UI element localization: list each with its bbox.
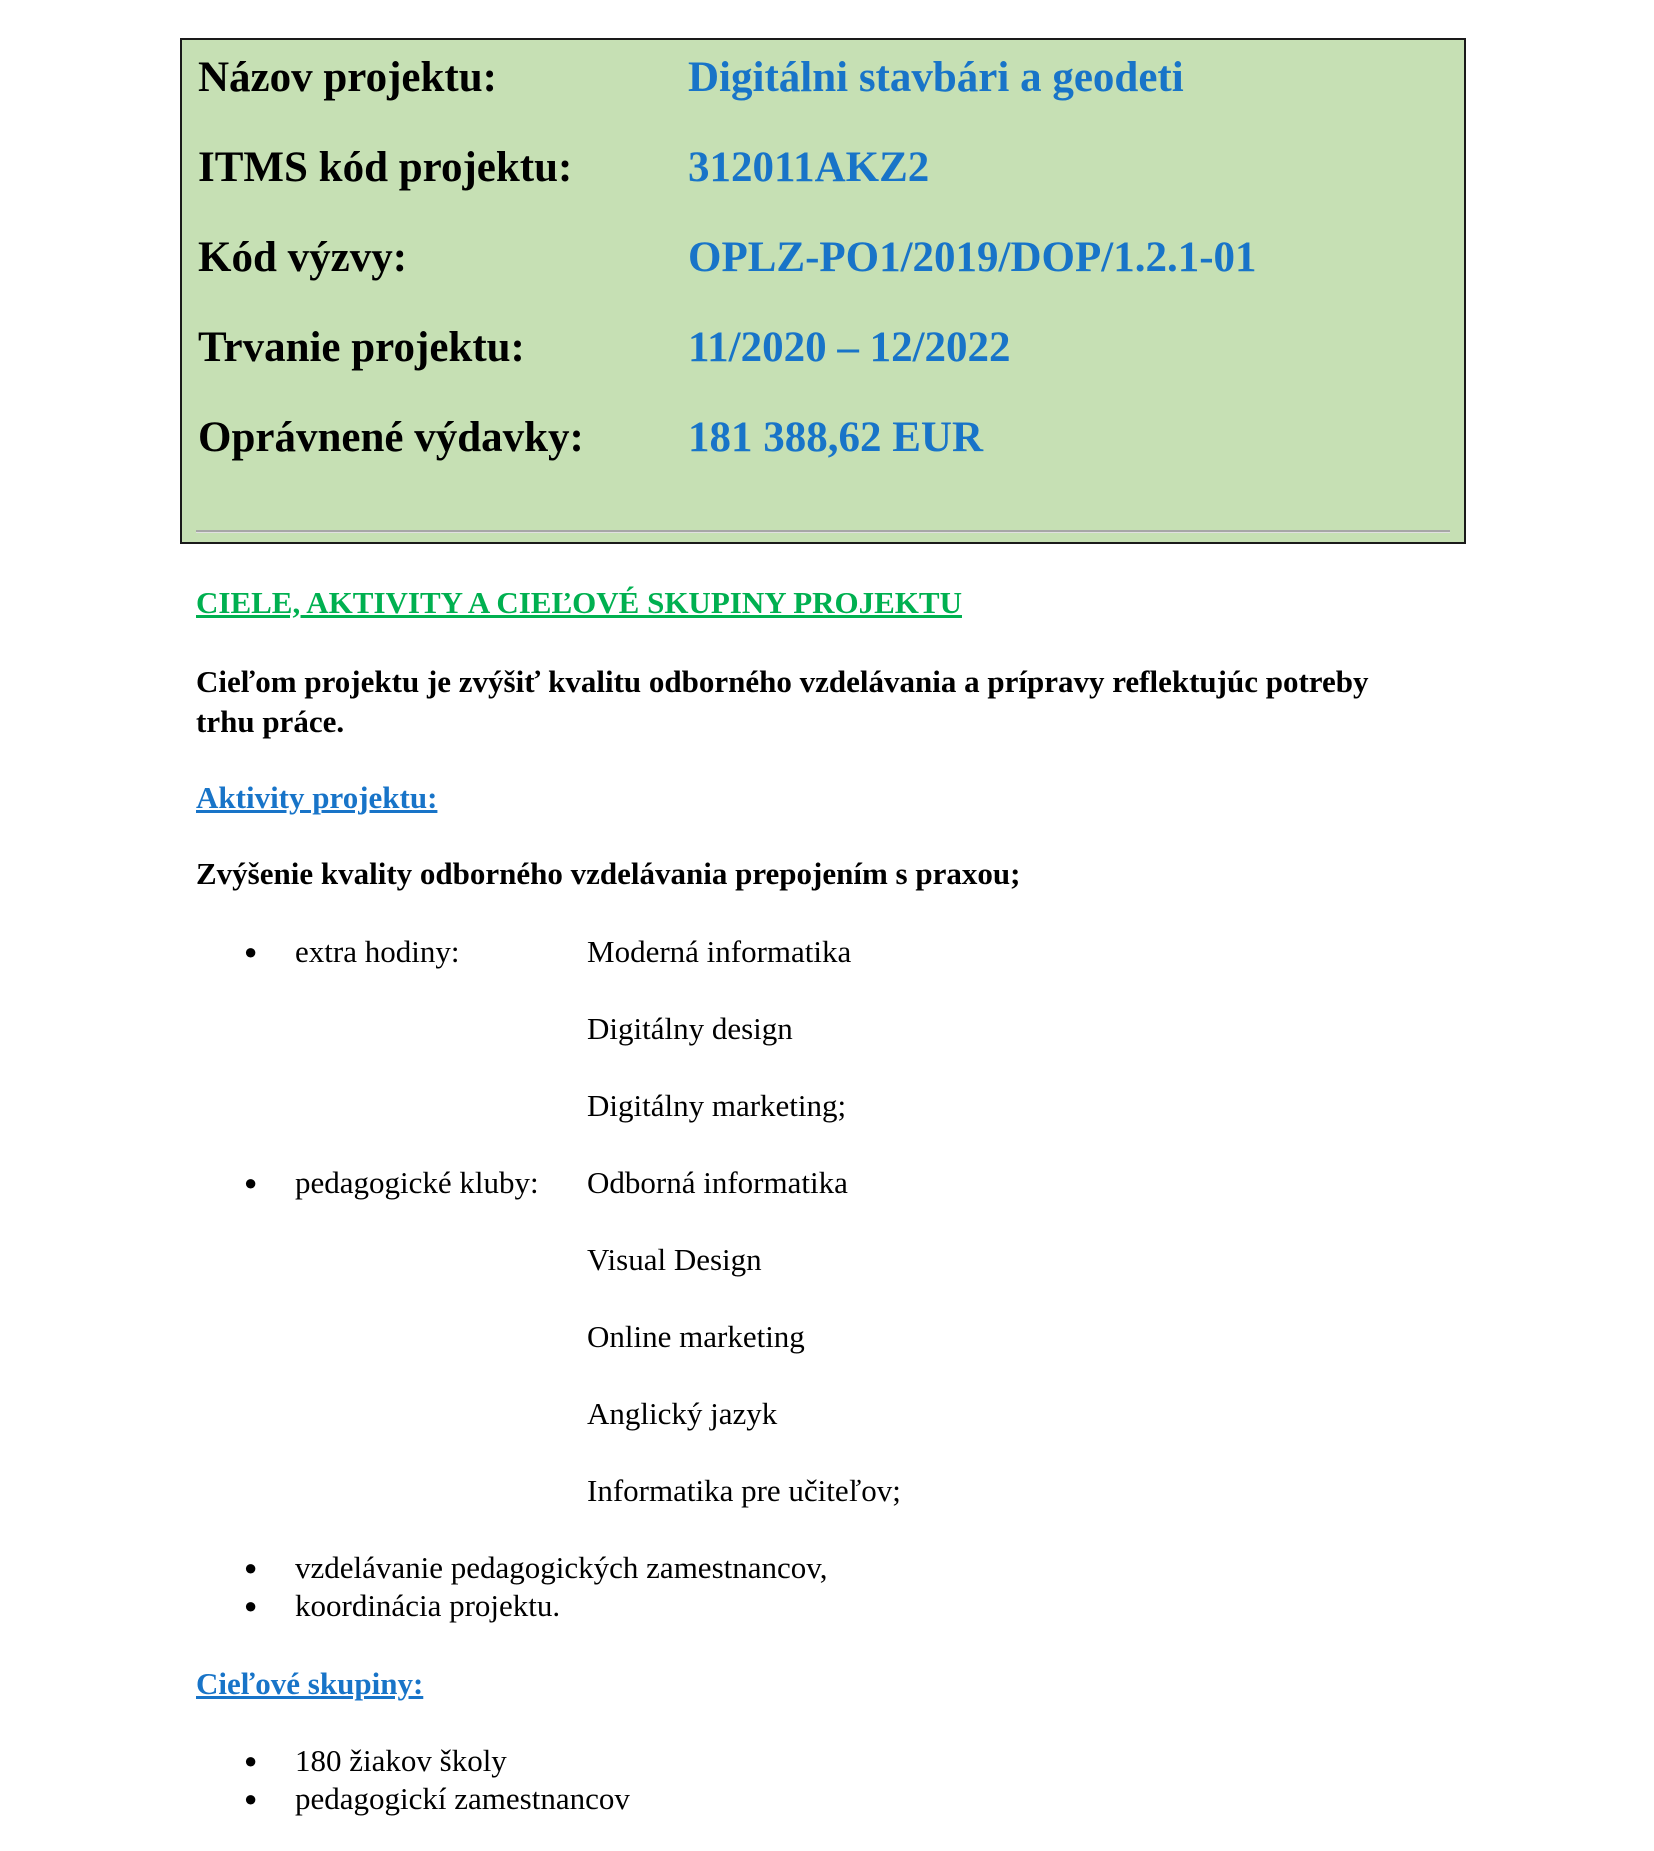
info-value: 181 388,62 EUR [688, 414, 984, 461]
info-label: Názov projektu: [198, 54, 497, 101]
info-value: OPLZ-PO1/2019/DOP/1.2.1-01 [688, 234, 1257, 281]
info-row-call-code [198, 228, 1438, 288]
project-info-box [180, 38, 1466, 544]
section-heading: CIELE, AKTIVITY A CIEĽOVÉ SKUPINY PROJEKTU [196, 585, 962, 620]
ped-clubs-label: pedagogické kluby: [295, 1165, 539, 1200]
info-label: ITMS kód projektu: [198, 144, 573, 191]
bullet-icon: ● [244, 1170, 258, 1195]
list-item: Visual Design [587, 1242, 762, 1277]
list-item: vzdelávanie pedagogických zamestnancov, [295, 1550, 828, 1585]
info-value: 11/2020 – 12/2022 [688, 324, 1011, 371]
activities-heading: Aktivity projektu: [196, 780, 438, 815]
info-row-itms [198, 138, 1438, 198]
list-item: 180 žiakov školy [295, 1743, 507, 1778]
info-row-duration [198, 318, 1438, 378]
divider [196, 530, 1450, 533]
list-item: Digitálny marketing; [587, 1088, 847, 1123]
bullet-icon: ● [244, 939, 258, 964]
info-label: Trvanie projektu: [198, 324, 525, 371]
bullet-icon: ● [244, 1593, 258, 1618]
target-groups-heading: Cieľové skupiny: [196, 1666, 424, 1701]
bullet-icon: ● [244, 1748, 258, 1773]
list-item: Moderná informatika [587, 934, 852, 969]
list-item: Digitálny design [587, 1011, 793, 1046]
list-item: Informatika pre učiteľov; [587, 1473, 901, 1508]
info-row-name [198, 48, 1438, 108]
goal-text: Cieľom projektu je zvýšiť kvalitu odborného vzdelávania a prípravy reflektujúc potreby trhu práce. [196, 664, 1369, 739]
bullet-icon: ● [244, 1786, 258, 1811]
list-item: koordinácia projektu. [295, 1588, 561, 1623]
extra-hours-label: extra hodiny: [295, 934, 460, 969]
list-item: Odborná informatika [587, 1165, 848, 1200]
bullet-icon: ● [244, 1555, 258, 1580]
info-label: Oprávnené výdavky: [198, 414, 584, 461]
list-item: pedagogickí zamestnancov [295, 1781, 630, 1816]
info-value: 312011AKZ2 [688, 144, 930, 191]
info-label: Kód výzvy: [198, 234, 408, 281]
info-value: Digitálni stavbári a geodeti [688, 54, 1184, 101]
info-row-expenses [198, 408, 1438, 468]
list-item: Anglický jazyk [587, 1396, 778, 1431]
list-item: Online marketing [587, 1319, 805, 1354]
activities-subheading: Zvýšenie kvality odborného vzdelávania prepojením s praxou; [196, 856, 1021, 891]
